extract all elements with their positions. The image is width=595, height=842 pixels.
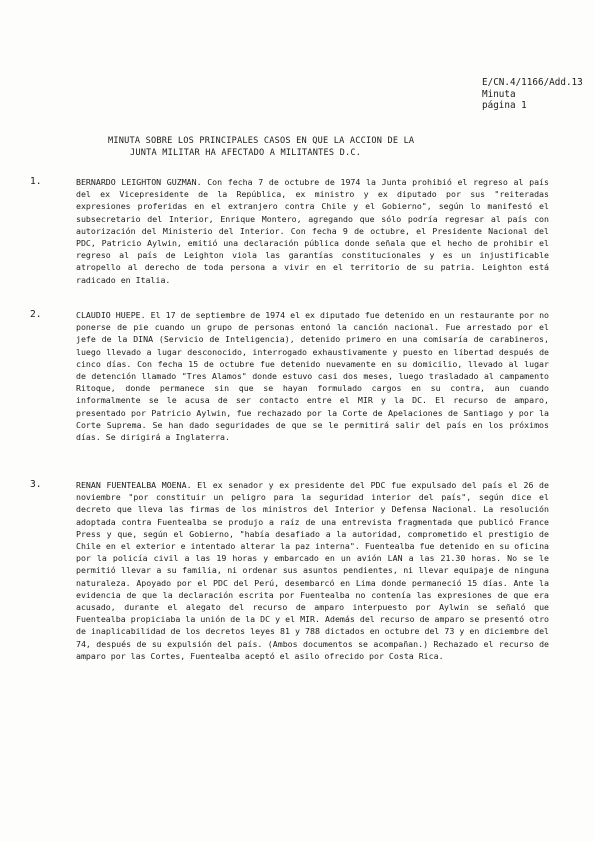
case-text: BERNARDO LEIGHTON GUZMAN. Con fecha 7 de octubre de 1974 la Junta prohibió el regreso al país del ex Vicepresidente de la República, ex ministro y ex diputado por sus "reiteradas expresiones proferidas en el extranjero contra Chile y el Gobierno", según lo manifestó el subsecretario del Interior, Enrique Montero, agregando que sólo podría regresar al país con autorización del Ministerio del Interior. Con fecha 9 de octubre, el Presidente Nacional del PDC, Patricio Aylwin, emitió una declaración pública donde señala que el hecho de prohibir el regreso al país de Leighton viola las garantías constitucionales y es un injustificable atropello al derecho de toda persona a vivir en el territorio de su patria. Leighton está radicado en Italia.: [76, 177, 549, 285]
case-number: 1.: [30, 176, 42, 187]
case-number: 2.: [30, 309, 42, 320]
title-line-2: JUNTA MILITAR HA AFECTADO A MILITANTES D.C.: [130, 148, 362, 158]
document-title: [108, 135, 414, 159]
case-text: CLAUDIO HUEPE. El 17 de septiembre de 1974 el ex diputado fue detenido en un restaurante por no ponerse de pie cuando un grupo de personas entonó la canción nacional. Fue arrestado por el jefe de la DINA (Servicio de Inteligencia), detenido primero en una comisaría de carabineros, luego llevado a lugar desconocido, interrogado exhaustivamente y puesto en libertad después de cinco días. Con fecha 15 de octubre fue detenido nuevamente en su domicilio, llevado al lugar de detención llamado "Tres Alamos" donde estuvo casi dos meses, luego trasladado al campamento Ritoque, donde permanece sin que se hayan formulado cargos en su contra, aun cuando informalmente se le acusa de ser contacto entre el MIR y la DC. El recurso de amparo, presentado por Patricio Aylwin, fue rechazado por la Corte de Apelaciones de Santiago y por la Corte Suprema. Se han dado seguridades de que se le permitirá salir del país en los próximos días. Se dirigirá a Inglaterra.: [76, 310, 549, 443]
document-reference: [482, 77, 583, 112]
minuta-label: Minuta: [482, 88, 516, 100]
document-code: E/CN.4/1166/Add.13: [482, 77, 583, 88]
page-number: página 1: [482, 100, 527, 112]
title-line-1: MINUTA SOBRE LOS PRINCIPALES CASOS EN QUE LA ACCION DE LA: [108, 136, 415, 146]
case-text: RENAN FUENTEALBA MOENA. El ex senador y ex presidente del PDC fue expulsado del país el 26 de noviembre "por constituir un peligro para la seguridad interior del país", según dice el decreto que lleva las firmas de los ministros del Interior y Defensa Nacional. La resolución adoptada contra Fuentealba se produjo a raíz de una entrevista fragmentada que publicó France Press y que, según el Gobierno, "había desafiado a la autoridad, comprometido el prestigio de Chile en el exterior e intentado alterar la paz interna". Fuentealba fue detenido en su oficina por la policía civil a las 19 horas y embarcado en un avión LAN a las 21.30 horas. No se le permitió llevar a su familia, ni ordenar sus asuntos pendientes, ni llevar equipaje de ninguna naturaleza. Apoyado por el PDC del Perú, desembarcó en Lima donde permaneció 15 días. Ante la evidencia de que la declaración escrita por Fuentealba no contenía las expresiones de que era acusado, durante el alegato del recurso de amparo interpuesto por Aylwin se señaló que Fuentealba propiciaba la unión de la DC y el MIR. Además del recurso de amparo se presentó otro de inaplicabilidad de los decretos leyes 81 y 788 dictados en octubre del 73 y en diciembre del 74, después de su expulsión del país. (Ambos documentos se acompañan.) Rechazado el recurso de amparo por las Cortes, Fuentealba aceptó el asilo ofrecido por Costa Rica.: [76, 480, 549, 661]
case-number: 3.: [30, 479, 42, 490]
